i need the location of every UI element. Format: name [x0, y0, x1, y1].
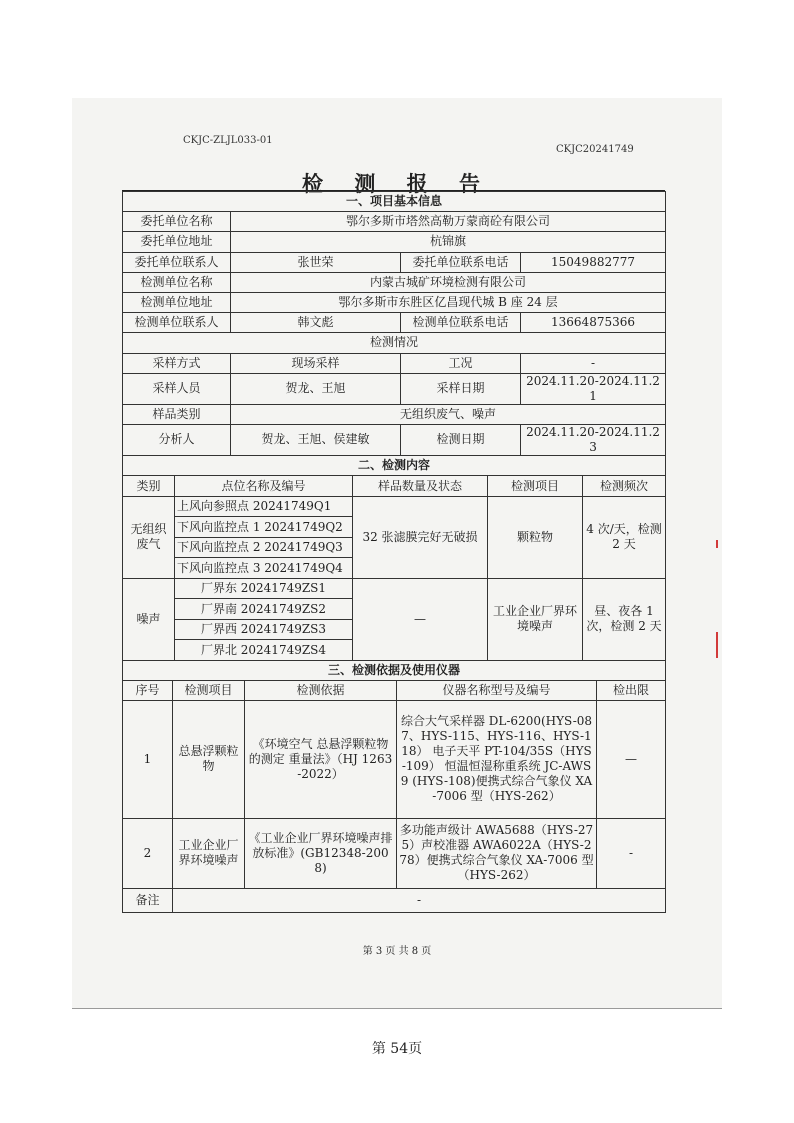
basic-info-table: [122, 191, 666, 456]
outer-page-number: 第 54页: [371, 1041, 423, 1057]
client-phone-label: 委托单位联系电话: [401, 252, 521, 272]
col-item: 检测项目: [488, 476, 583, 497]
row2-limit: -: [597, 818, 666, 888]
point-zs2: 厂界南 20241749ZS2: [175, 599, 353, 620]
lab-contact-label: 检测单位联系人: [123, 313, 231, 333]
inner-page-number: 第 3 页 共 8 页: [362, 946, 432, 957]
col-test-item: 检测项目: [173, 680, 245, 700]
lab-contact: 韩文彪: [231, 313, 401, 333]
lab-phone: 13664875366: [521, 313, 666, 333]
point-zs1: 厂界东 20241749ZS1: [175, 578, 353, 599]
row1-limit: —: [597, 700, 666, 818]
sample-noise: —: [353, 578, 488, 660]
section2-header: 二、检测内容: [123, 455, 666, 476]
samplers-label: 采样人员: [123, 373, 231, 404]
col-instruments: 仪器名称型号及编号: [397, 680, 597, 700]
client-address: 杭锦旗: [231, 232, 666, 252]
analysts-label: 分析人: [123, 424, 231, 455]
row2-instruments: 多功能声级计 AWA5688（HYS-275）声校准器 AWA6022A（HYS-278）便携式综合气象仪 XA-7006 型（HYS-262）: [397, 818, 597, 888]
row1-item: 总悬浮颗粒物: [173, 700, 245, 818]
row2-no: 2: [123, 818, 173, 888]
sampling-date-label: 采样日期: [401, 373, 521, 404]
col-category: 类别: [123, 476, 175, 497]
remarks-label: 备注: [123, 888, 173, 912]
client-name-label: 委托单位名称: [123, 212, 231, 232]
client-address-label: 委托单位地址: [123, 232, 231, 252]
col-basis: 检测依据: [245, 680, 397, 700]
sampling-date: 2024.11.20-2024.11.21: [521, 373, 666, 404]
client-contact-label: 委托单位联系人: [123, 252, 231, 272]
situation-header: 检测情况: [123, 333, 666, 353]
lab-address: 鄂尔多斯市东胜区亿昌现代城 B 座 24 层: [231, 292, 666, 312]
samplers: 贺龙、王旭: [231, 373, 401, 404]
point-q4: 下风向监控点 3 20241749Q4: [175, 558, 353, 579]
frequency-waste-gas: 4 次/天，检测 2 天: [583, 496, 666, 578]
sample-type-label: 样品类别: [123, 404, 231, 424]
basis-instrument-table: [122, 660, 666, 913]
section3-header: 三、检测依据及使用仪器: [123, 660, 666, 680]
lab-name: 内蒙古城矿环境检测有限公司: [231, 272, 666, 292]
analysts: 贺龙、王旭、侯建敏: [231, 424, 401, 455]
row1-basis: 《环境空气 总悬浮颗粒物的测定 重量法》（HJ 1263-2022）: [245, 700, 397, 818]
stamp-edge-mark: [716, 540, 718, 548]
client-name: 鄂尔多斯市塔然高勒万蒙商砼有限公司: [231, 212, 666, 232]
col-point: 点位名称及编号: [175, 476, 353, 497]
point-zs4: 厂界北 20241749ZS4: [175, 640, 353, 661]
sampling-method: 现场采样: [231, 353, 401, 373]
lab-address-label: 检测单位地址: [123, 292, 231, 312]
row2-item: 工业企业厂界环境噪声: [173, 818, 245, 888]
section1-header: 一、项目基本信息: [123, 192, 666, 212]
col-no: 序号: [123, 680, 173, 700]
col-sample: 样品数量及状态: [353, 476, 488, 497]
test-content-table: [122, 455, 666, 661]
category-noise: 噪声: [123, 578, 175, 660]
point-q3: 下风向监控点 2 20241749Q3: [175, 537, 353, 558]
category-waste-gas: 无组织废气: [123, 496, 175, 578]
client-phone: 15049882777: [521, 252, 666, 272]
frequency-noise: 昼、夜各 1 次，检测 2 天: [583, 578, 666, 660]
point-zs3: 厂界西 20241749ZS3: [175, 619, 353, 640]
row1-no: 1: [123, 700, 173, 818]
test-date: 2024.11.20-2024.11.23: [521, 424, 666, 455]
client-contact: 张世荣: [231, 252, 401, 272]
doc-code: CKJC-ZLJL033-01: [183, 135, 273, 146]
remarks: -: [173, 888, 666, 912]
condition: -: [521, 353, 666, 373]
test-date-label: 检测日期: [401, 424, 521, 455]
sample-type: 无组织废气、噪声: [231, 404, 666, 424]
lab-phone-label: 检测单位联系电话: [401, 313, 521, 333]
item-waste-gas: 颗粒物: [488, 496, 583, 578]
col-limit: 检出限: [597, 680, 666, 700]
sampling-method-label: 采样方式: [123, 353, 231, 373]
lab-name-label: 检测单位名称: [123, 272, 231, 292]
row1-instruments: 综合大气采样器 DL-6200(HYS-087、HYS-115、HYS-116、HYS-118） 电子天平 PT-104/35S（HYS-109） 恒温恒湿称重系统 JC-AWS9 (HYS-108)便携式综合气象仪 XA-7006 型（HYS-262）: [397, 700, 597, 818]
row2-basis: 《工业企业厂界环境噪声排放标准》(GB12348-2008): [245, 818, 397, 888]
stamp-edge-mark: [716, 632, 718, 658]
report-number: CKJC20241749: [556, 144, 634, 155]
report-form: [122, 190, 665, 913]
report-title: 检 测 报 告: [302, 171, 492, 196]
point-q1: 上风向参照点 20241749Q1: [175, 496, 353, 517]
sample-waste-gas: 32 张滤膜完好无破损: [353, 496, 488, 578]
col-frequency: 检测频次: [583, 476, 666, 497]
condition-label: 工况: [401, 353, 521, 373]
point-q2: 下风向监控点 1 20241749Q2: [175, 517, 353, 538]
item-noise: 工业企业厂界环境噪声: [488, 578, 583, 660]
